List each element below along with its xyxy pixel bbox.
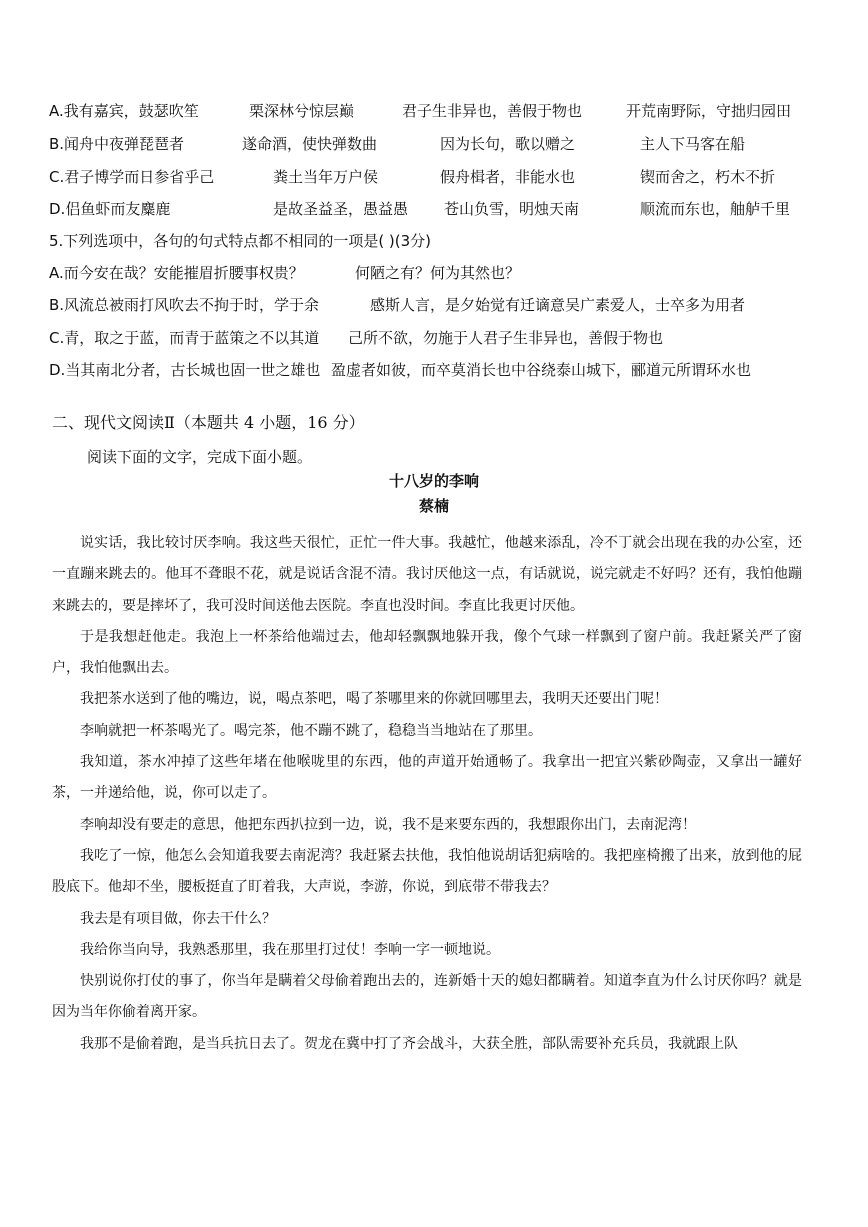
option-part: 感斯人言，是夕始觉有迁谪意吴广素爱人，士卒多为用者 — [370, 296, 746, 314]
section-intro: 阅读下面的文字，完成下面小题。 — [87, 448, 313, 466]
option-cell: C.君子博学而日参省乎己 — [49, 168, 215, 186]
option-cell: 遂命酒，使快弹数曲 — [242, 135, 378, 153]
option-cell: 假舟楫者，非能水也 — [440, 168, 576, 186]
story-body — [52, 528, 802, 1060]
option-cell: 开荒南野际，守拙归园田 — [626, 102, 792, 120]
option-part: 何陋之有？何为其然也？ — [355, 264, 521, 282]
story-paragraph: 我那不是偷着跑，是当兵抗日去了。贺龙在冀中打了齐会战斗，大获全胜，部队需要补充兵员，我就跟上队 — [80, 1035, 738, 1052]
option-cell: 栗深林兮惊层巅 — [249, 102, 355, 120]
option-cell: 粪土当年万户侯 — [273, 168, 379, 186]
option-part: A.而今安在哉？安能摧眉折腰事权贵？ — [49, 264, 304, 282]
option-cell: 君子生非异也，善假于物也 — [402, 102, 583, 120]
story-paragraph: 我吃了一惊，他怎么会知道我要去南泥湾？我赶紧去扶他，我怕他说胡话犯病啥的。我把座椅搬了出来，放到他的屁股底下。他却不坐，腰板挺直了盯着我，大声说，李游，你说，到底带不带我去？ — [52, 847, 802, 896]
option-cell: A.我有嘉宾，鼓瑟吹笙 — [49, 102, 199, 120]
option-cell: 主人下马客在船 — [640, 135, 746, 153]
option-row-b — [49, 133, 848, 157]
story-paragraph: 李响却没有要走的意思，他把东西扒拉到一边，说，我不是来要东西的，我想跟你出门，去南泥湾！ — [80, 816, 696, 833]
option-row-c — [49, 166, 848, 190]
option-cell: 锲而舍之，朽木不折 — [640, 168, 776, 186]
story-paragraph: 我去是有项目做，你去干什么？ — [80, 910, 276, 927]
story-paragraph: 我知道，茶水冲掉了这些年堵在他喉咙里的东西，他的声道开始通畅了。我拿出一把宜兴紫砂陶壶，又拿出一罐好茶，一并递给他，说，你可以走了。 — [52, 754, 802, 802]
option-part: 盈虚者如彼，而卒莫消长也中谷绕泰山城下，郦道元所谓环水也 — [331, 361, 752, 379]
option-part: C.青，取之于蓝，而青于蓝策之不以其道 — [49, 329, 320, 347]
option-cell: B.闻舟中夜弹琵琶者 — [49, 135, 185, 153]
option-cell: 是故圣益圣，愚益愚 — [273, 200, 409, 218]
question-5-stem: 5.下列选项中，各句的句式特点都不相同的一项是( )(3分) — [49, 232, 432, 250]
section-heading: 二、现代文阅读Ⅱ（本题共 4 小题，16 分） — [52, 413, 365, 432]
story-paragraph: 李响就把一杯茶喝光了。喝完茶，他不蹦不跳了，稳稳当当地站在了那里。 — [80, 722, 542, 739]
option-cell: 顺流而东也，舳舻千里 — [640, 200, 791, 218]
option-part: D.当其南北分者，古长城也固一世之雄也 — [49, 361, 321, 379]
story-paragraph: 我把茶水送到了他的嘴边，说，喝点茶吧，喝了茶哪里来的你就回哪里去，我明天还要出门呢！ — [80, 691, 668, 708]
option-cell: 因为长句，歌以赠之 — [440, 135, 576, 153]
option-row-a — [49, 100, 848, 124]
story-paragraph: 快别说你打仗的事了，你当年是瞒着父母偷着跑出去的，连新婚十天的媳妇都瞒着。知道李直为什么讨厌你吗？就是因为当年你偷着离开家。 — [52, 973, 802, 1021]
story-paragraph: 我给你当向导，我熟悉那里，我在那里打过仗！李响一字一顿地说。 — [80, 941, 500, 958]
option-cell: 苍山负雪，明烛天南 — [444, 200, 580, 218]
story-paragraph: 说实话，我比较讨厌李响。我这些天很忙，正忙一件大事。我越忙，他越来添乱，冷不丁就会出现在我的办公室，还一直蹦来跳去的。他耳不聋眼不花，就是说话含混不清。我讨厌他这一点，有话就说，说完就走不好吗？还有，我怕他蹦来跳去的，要是摔坏了，我可没时间送他去医院。李直也没时间。李直比我更讨厌他。 — [52, 535, 802, 614]
option-part: B.风流总被雨打风吹去不拘于时，学于余 — [49, 296, 320, 314]
story-paragraph: 于是我想赶他走。我泡上一杯茶给他端过去，他却轻飘飘地躲开我，像个气球一样飘到了窗户前。我赶紧关严了窗户，我怕他飘出去。 — [52, 628, 802, 677]
option-cell: D.侣鱼虾而友麋鹿 — [49, 200, 171, 218]
story-author: 蔡楠 — [418, 497, 449, 515]
story-title: 十八岁的李响 — [388, 472, 479, 490]
option-part: 己所不欲，勿施于人君子生非异也，善假于物也 — [348, 329, 664, 347]
option-row-d — [49, 198, 848, 222]
